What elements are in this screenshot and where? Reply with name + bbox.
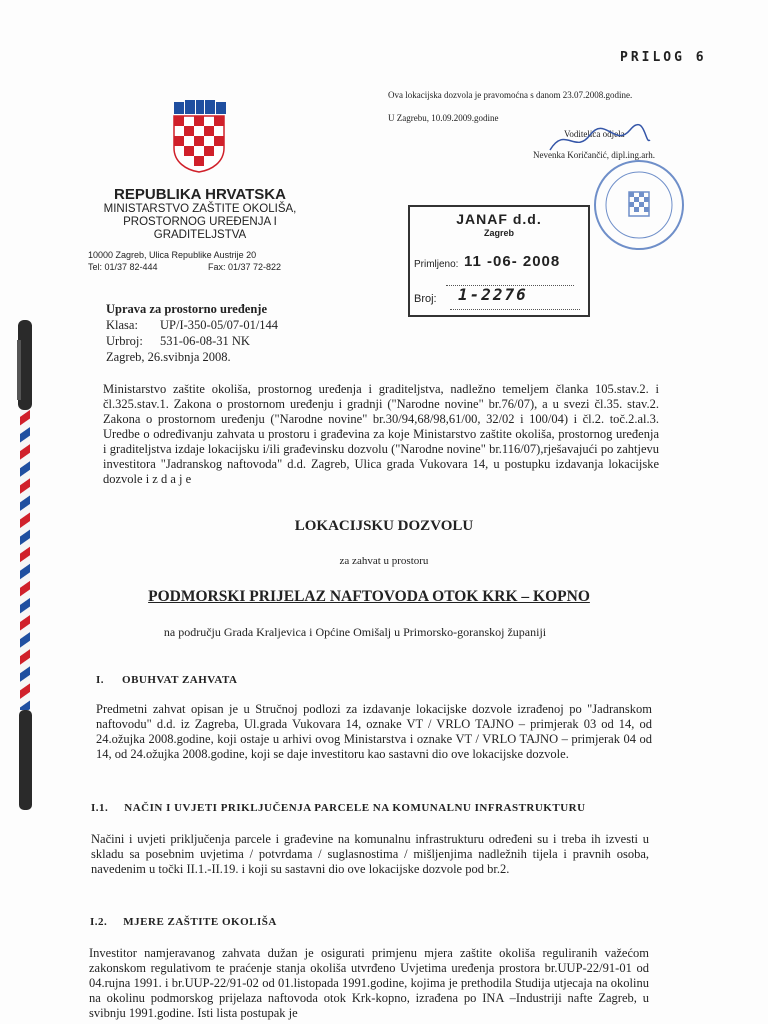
for-intervention-line: za zahvat u prostoru [339, 555, 429, 567]
croatian-coat-of-arms-icon [170, 100, 228, 174]
section-1-heading [96, 670, 237, 688]
urbroj-value: 531-06-08-31 NK [160, 334, 250, 348]
section-1-number: I. [96, 674, 105, 686]
validity-note: Ova lokacijska dozvola je pravomoćna s danom 23.07.2008.godine. [388, 90, 633, 100]
ministry-line-3: GRADITELJSTVA [153, 229, 247, 241]
section-1-1-title: NAČIN I UVJETI PRIKLJUČENJA PARCELE NA KOMUNALNU INFRASTRUKTURU [124, 802, 586, 814]
letterhead [80, 186, 320, 242]
section-1-1-text: Načini i uvjeti priključenja parcele i građevine na komunalnu infrastrukturu određeni su i treba ih izvesti u skladu sa posebnim uvjetima / potvrdama / suglasnostima / mišljenjima nadležnih tijela i pravnih osoba, navedenim u točki II.1.-II.19. i koji su sastavni dio ove lokacijske dozvole pod br.2. [91, 832, 649, 876]
section-1-2-text: Investitor namjeravanog zahvata dužan je osigurati primjenu mjera zaštite okoliša reguliranih važećom zakonskom regulativom te praćenje stanja okoliša utvrđeno Uvjetima uređenja prostora br.UUP-22/91-01 od 04.rujna 1991. i br.UUP-22/91-02 od 01.listopada 1991.godine, kojima je prethodila Studija utjecaja na okolinu na okolinu podmorskog prijelaza naftovoda otok Krk-kopno, izrađena po INA –Industriji nafte Zagreb, u svibnju 1991.godine. Isti lista postupak je [89, 946, 649, 1020]
annex-label: PRILOG 6 [620, 50, 707, 65]
section-1-2-title: MJERE ZAŠTITE OKOLIŠA [123, 916, 277, 928]
section-1-2-number: I.2. [90, 916, 108, 928]
office-title: Uprava za prostorno uređenje [106, 302, 267, 316]
republic-title: REPUBLIKA HRVATSKA [114, 186, 286, 203]
office-place-date: Zagreb, 26.svibnja 2008. [106, 350, 231, 364]
klasa-value: UP/I-350-05/07-01/144 [160, 318, 279, 332]
intro-paragraph: Ministarstvo zaštite okoliša, prostornog uređenja i graditeljstva, nadležno temeljem članka 105.stav.2. i čl.325.stav.1. Zakona o prostornom uređenju i gradnji ("Narodne novine" br.76/07), a u svezi čl.35. stav.2. Zakona o prostornom uređenju ("Narodne novine" br.30/94,68/98,61/00, 32/02 i 100/04) i čl.2. toč.2.al.3. Uredbe o određivanju zahvata u prostoru i građevina za koje Ministarstvo zaštite okoliša, prostornog uređenja i graditeljstva izdaje lokacijsku i/ili građevinsku dozvolu ("Narodne novine" br.116/07),rješavajući po zahtjevu investitora "Jadranskog naftovoda" d.d. Zagreb, Ulica grada Vukovara 14, u postupku izdavanja lokacijske dozvole i z d a j e [103, 382, 659, 486]
ministry-address: 10000 Zagreb, Ulica Republike Austrije 20 [88, 250, 257, 260]
ministry-line-1: MINISTARSTVO ZAŠTITE OKOLIŠA, [103, 203, 297, 215]
receipt-stamp [408, 205, 590, 317]
project-title: PODMORSKI PRIJELAZ NAFTOVODA OTOK KRK – KOPNO [148, 588, 590, 605]
signature-role: Voditelica odjela [564, 129, 625, 139]
section-1-1-number: I.1. [91, 802, 109, 814]
urbroj-label: Urbroj: [106, 334, 143, 348]
section-1-title: OBUHVAT ZAHVATA [122, 674, 238, 686]
section-1-text: Predmetni zahvat opisan je u Stručnoj podlozi za izdavanje lokacijske dozvole izrađenoj po "Jadranskom naftovodu" d.d. iz Zagreba, Ul.grada Vukovara 14, oznake VT / VRLO TAJNO – primjerak 03 od 14, od 24.ožujka 2008.godine, koji ostaje u arhivi ovog Ministarstva i oznake VT / VRLO TAJNO – primjerak 04 od 14, od 24.ožujka 2008.godine, koji se daje investitoru kao sastavni dio ove lokacijske dozvole. [96, 702, 652, 761]
signature-name: Nevenka Koričančić, dipl.ing.arh. [533, 150, 655, 160]
section-1-1-heading [91, 798, 586, 816]
official-round-stamp [594, 160, 684, 250]
receipt-number-underline [450, 309, 580, 310]
coat-of-arms-stamp-icon [596, 162, 682, 248]
receipt-date-underline [446, 285, 574, 286]
place-date-note: U Zagrebu, 10.09.2009.godine [388, 113, 499, 123]
receipt-number-value: 1-2276 [458, 285, 528, 304]
receipt-number-label: Broj: [414, 293, 437, 305]
document-title: LOKACIJSKU DOZVOLU [294, 518, 474, 534]
ministry-fax: Fax: 01/37 72-822 [208, 262, 282, 272]
section-1-2-heading [90, 912, 277, 930]
pen-icon [12, 320, 38, 815]
receipt-received-label: Primljeno: [414, 259, 459, 270]
ministry-tel: Tel: 01/37 82-444 [88, 262, 158, 272]
klasa-label: Klasa: [106, 318, 138, 332]
receipt-city: Zagreb [483, 228, 514, 238]
area-line: na području Grada Kraljevica i Općine Omišalj u Primorsko-goranskoj županiji [163, 625, 547, 639]
ministry-line-2: PROSTORNOG UREĐENJA I [123, 216, 277, 228]
receipt-company: JANAF d.d. [456, 211, 542, 227]
receipt-received-date: 11 -06- 2008 [464, 253, 561, 270]
